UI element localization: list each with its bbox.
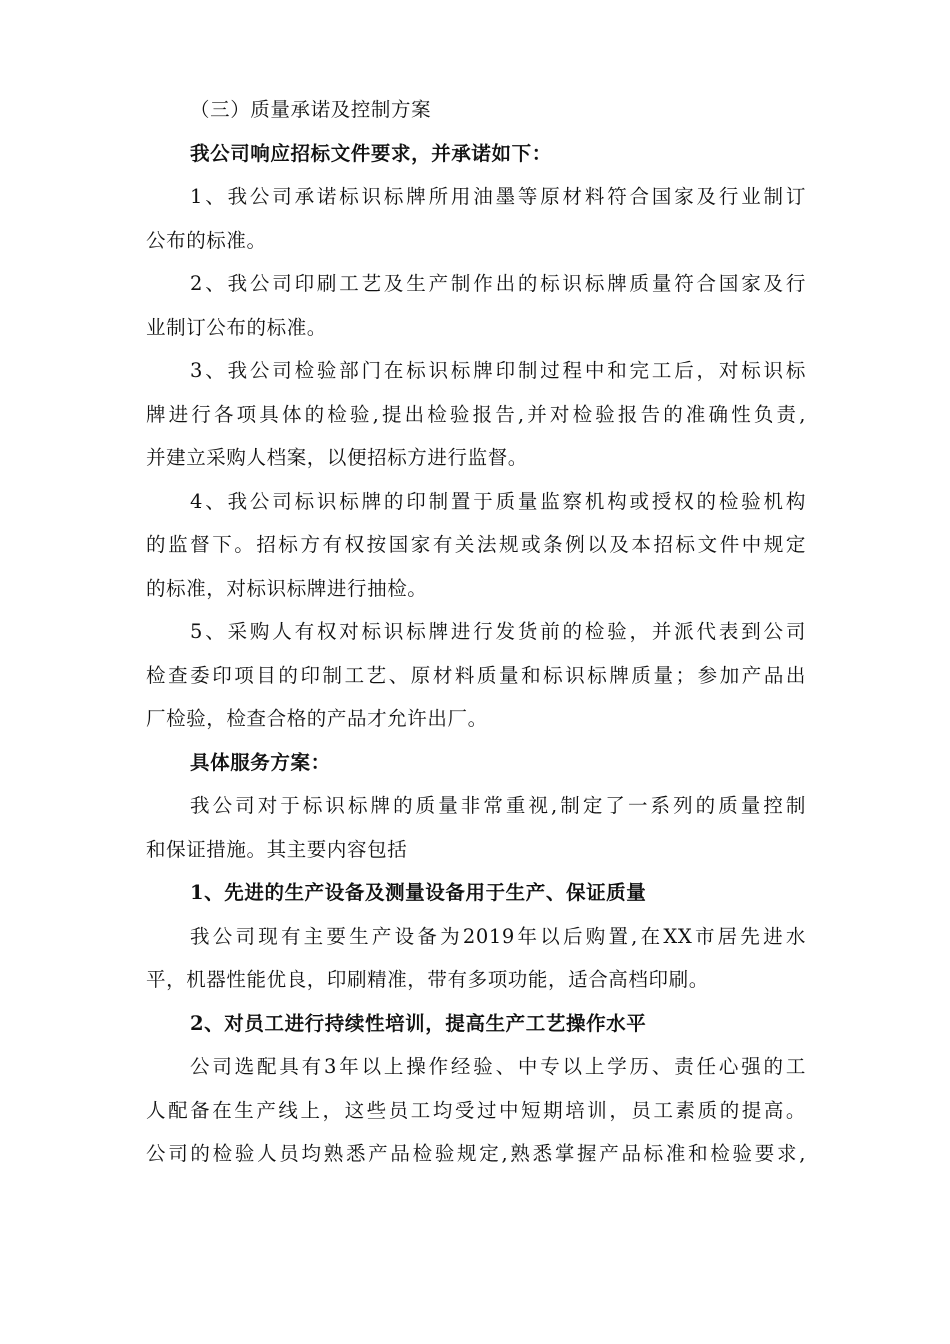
item5-line1: 5、采购人有权对标识标牌进行发货前的检验，并派代表到公司	[190, 620, 806, 643]
item1-line2: 公布的标准。	[146, 229, 267, 252]
item1-line1: 1、我公司承诺标识标牌所用油墨等原材料符合国家及行业制订	[190, 185, 806, 208]
service-heading: 具体服务方案：	[190, 751, 331, 774]
item3-line2: 牌进行各项具体的检验,提出检验报告,并对检验报告的准确性负责,	[146, 403, 806, 426]
item5-line2: 检查委印项目的印制工艺、原材料质量和标识标牌质量；参加产品出	[146, 664, 806, 687]
commitment-heading: 我公司响应招标文件要求，并承诺如下：	[190, 142, 552, 165]
item5-line3: 厂检验，检查合格的产品才允许出厂。	[146, 707, 488, 730]
service-intro-line1: 我公司对于标识标牌的质量非常重视,制定了一系列的质量控制	[190, 794, 806, 817]
item2-line2: 业制订公布的标准。	[146, 316, 327, 339]
service-intro-line2: 和保证措施。其主要内容包括	[146, 838, 408, 861]
item3-line1: 3、我公司检验部门在标识标牌印制过程中和完工后，对标识标	[190, 359, 806, 382]
section-title: （三）质量承诺及控制方案	[190, 98, 432, 121]
item4-line1: 4、我公司标识标牌的印制置于质量监察机构或授权的检验机构	[190, 490, 806, 513]
sub2-line3: 公司的检验人员均熟悉产品检验规定,熟悉掌握产品标准和检验要求,	[146, 1142, 806, 1165]
sub1-line2: 平，机器性能优良，印刷精准，带有多项功能，适合高档印刷。	[146, 968, 709, 991]
item3-line3: 并建立采购人档案，以便招标方进行监督。	[146, 446, 528, 469]
sub2-line1: 公司选配具有3年以上操作经验、中专以上学历、责任心强的工	[190, 1055, 806, 1078]
sub2-heading: 2、对员工进行持续性培训，提高生产工艺操作水平	[190, 1012, 647, 1035]
sub1-line1: 我公司现有主要生产设备为2019年以后购置,在XX市居先进水	[190, 925, 806, 948]
sub1-heading: 1、先进的生产设备及测量设备用于生产、保证质量	[190, 881, 647, 904]
item4-line3: 的标准，对标识标牌进行抽检。	[146, 577, 428, 600]
item2-line1: 2、我公司印刷工艺及生产制作出的标识标牌质量符合国家及行	[190, 272, 806, 295]
sub2-line2: 人配备在生产线上，这些员工均受过中短期培训，员工素质的提高。	[146, 1099, 806, 1122]
item4-line2: 的监督下。招标方有权按国家有关法规或条例以及本招标文件中规定	[146, 533, 806, 556]
